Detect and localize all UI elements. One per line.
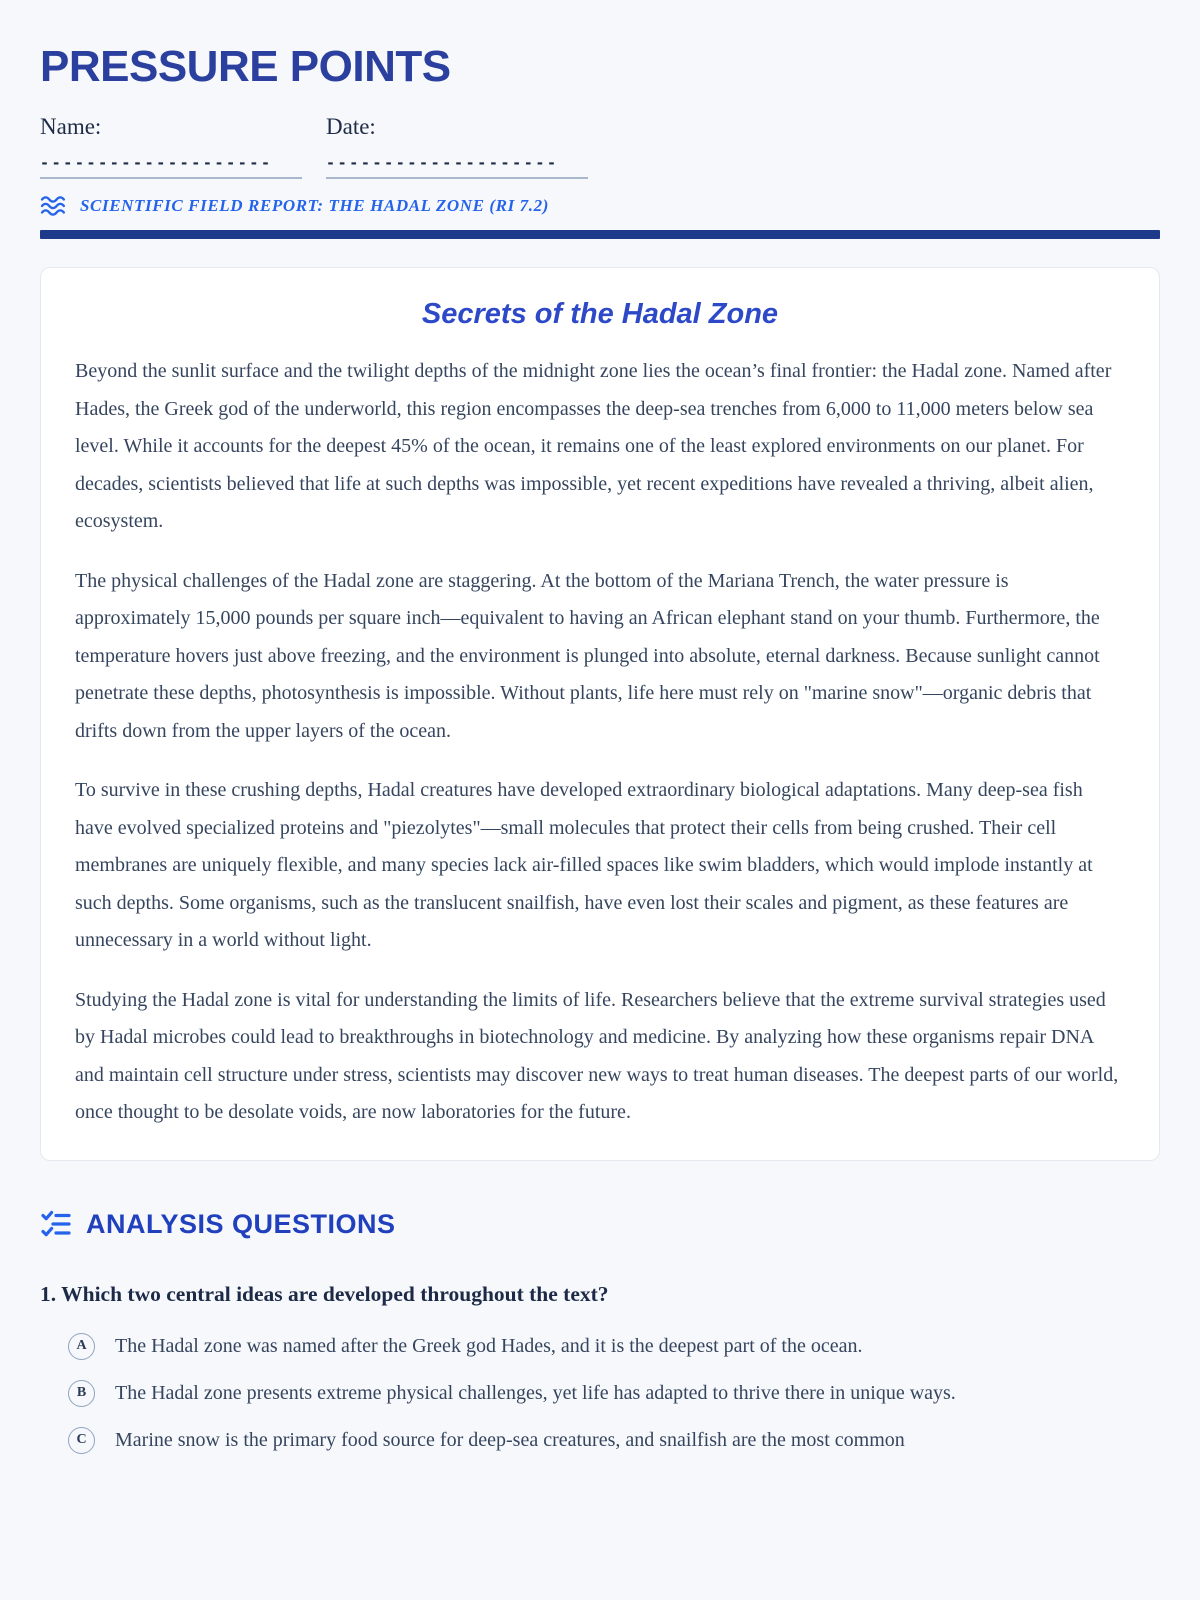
waves-icon (40, 195, 70, 217)
date-field (326, 114, 588, 179)
article-card (40, 267, 1160, 1161)
report-subtitle (40, 195, 1160, 217)
option-a-letter-circle[interactable]: A (68, 1333, 95, 1360)
question-1-options (40, 1329, 1160, 1457)
name-date-row (40, 114, 1160, 179)
article-paragraph-2: The physical challenges of the Hadal zone are staggering. At the bottom of the Mariana Trench, the water pressure is approximately 15,000 pounds per square inch—equivalent to having an African elephant stand on your thumb. Furthermore, the temperature hovers just above freezing, and the environment is plunged into absolute, eternal darkness. Because sunlight cannot penetrate these depths, photosynthesis is impossible. Without plants, life here must rely on "marine snow"—organic debris that drifts down from the upper layers of the ocean. (75, 569, 1100, 742)
answer-option-a[interactable] (40, 1329, 1160, 1363)
name-label: Name: (40, 114, 102, 139)
option-a-text: The Hadal zone was named after the Greek god Hades, and it is the deepest part of the ocean. (115, 1334, 863, 1357)
date-label: Date: (326, 114, 376, 139)
name-field (40, 114, 302, 179)
option-c-text: Marine snow is the primary food source for deep-sea creatures, and snailfish are the most common (115, 1428, 905, 1451)
option-c-letter-circle[interactable]: C (68, 1427, 95, 1454)
report-subtitle-text: SCIENTIFIC FIELD REPORT: THE HADAL ZONE (RI 7.2) (80, 196, 549, 215)
answer-option-c[interactable] (40, 1423, 1160, 1457)
question-1-prompt: Which two central ideas are developed throughout the text? (61, 1281, 609, 1306)
article-title: Secrets of the Hadal Zone (421, 298, 779, 330)
analysis-questions-heading (40, 1209, 1160, 1240)
article-paragraph-1: Beyond the sunlit surface and the twilight depths of the midnight zone lies the ocean’s final frontier: the Hadal zone. Named after Hades, the Greek god of the underworld, this region encompasses the deep-sea trenches from 6,000 to 11,000 meters below sea level. While it accounts for the deepest 45% of the ocean, it remains one of the least explored environments on our planet. For decades, scientists believed that life at such depths was impossible, yet recent expeditions have revealed a thriving, albeit alien, ecosystem. (75, 360, 1112, 532)
question-1-number: 1. (40, 1281, 57, 1306)
header-divider (40, 230, 1160, 239)
section-heading-text: ANALYSIS QUESTIONS (86, 1208, 396, 1239)
name-input-line[interactable]: -------------------- (40, 154, 302, 179)
date-input-line[interactable]: -------------------- (326, 154, 588, 179)
question-1 (40, 1282, 1160, 1457)
worksheet-header (40, 42, 1160, 239)
article-paragraph-3: To survive in these crushing depths, Hadal creatures have developed extraordinary biological adaptations. Many deep-sea fish have evolved specialized proteins and "piezolytes"—small molecules that protect their cells from being crushed. Their cell membranes are uniquely flexible, and many species lack air-filled spaces like swim bladders, which would implode instantly at such depths. Some organisms, such as the translucent snailfish, have even lost their scales and pigment, as these features are unnecessary in a world without light. (75, 779, 1093, 951)
option-b-letter-circle[interactable]: B (68, 1380, 95, 1407)
answer-option-b[interactable] (40, 1376, 1160, 1410)
article-paragraph-4: Studying the Hadal zone is vital for understanding the limits of life. Researchers believe that the extreme survival strategies used by Hadal microbes could lead to breakthroughs in biotechnology and medicine. By analyzing how these organisms repair DNA and maintain cell structure under stress, scientists may discover new ways to treat human diseases. The deepest parts of our world, once thought to be desolate voids, are now laboratories for the future. (75, 988, 1119, 1123)
option-b-text: The Hadal zone presents extreme physical challenges, yet life has adapted to thrive there in unique ways. (115, 1381, 956, 1404)
question-1-text (40, 1282, 1160, 1307)
page-title: PRESSURE POINTS (40, 42, 451, 91)
checklist-icon (40, 1209, 72, 1239)
